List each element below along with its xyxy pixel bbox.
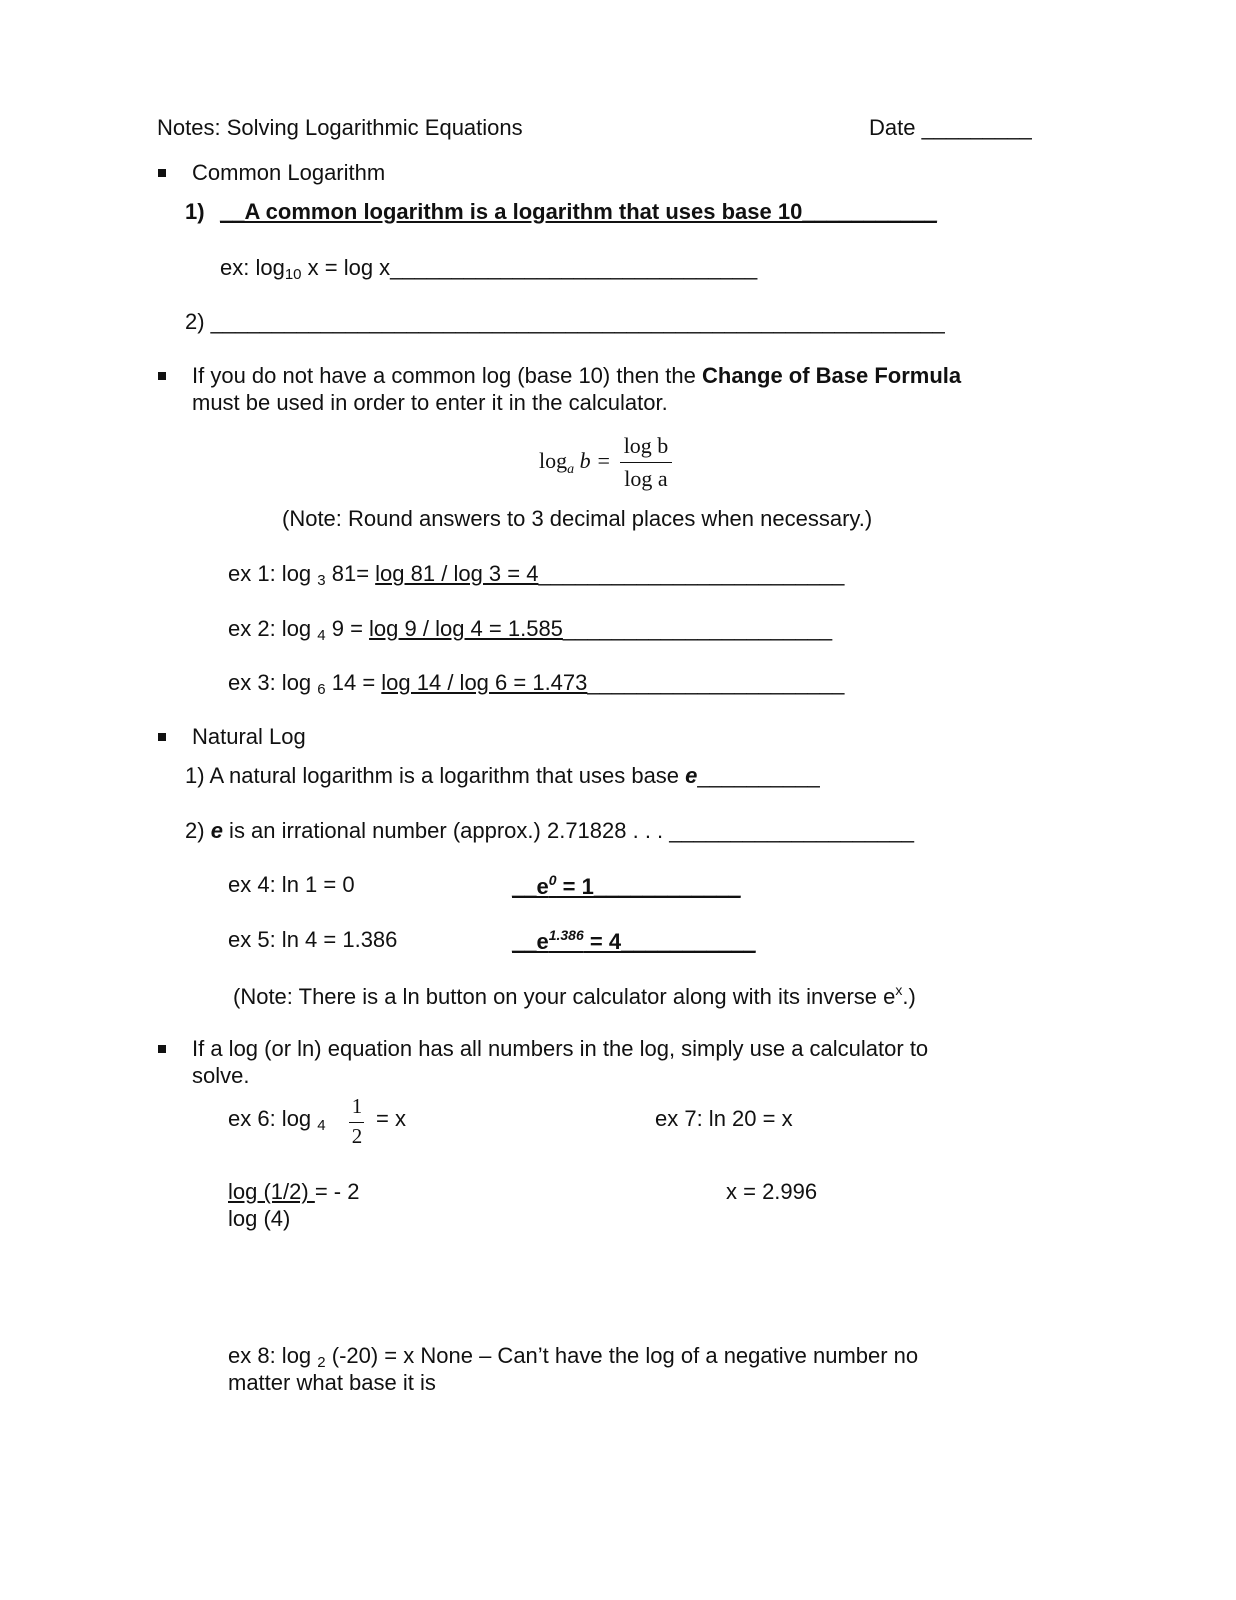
date-label: Date _________ (869, 115, 1032, 140)
work-result: = - 2 (314, 1179, 360, 1204)
bullet-icon (158, 169, 166, 177)
bullet-icon (158, 1045, 166, 1053)
calculator-line2: solve. (192, 1063, 250, 1088)
ln-button-note (233, 982, 916, 1010)
bullet-icon (158, 372, 166, 380)
common-log-definition: __A common logarithm is a logarithm that uses base 10___________ (220, 199, 937, 224)
ex6-fraction-numerator: 1 (351, 1094, 363, 1118)
example-blank: _____________________ (587, 670, 845, 695)
line-blank: __________ (697, 763, 820, 788)
example-label: ex 3: log (228, 670, 318, 695)
common-log-example (220, 255, 757, 284)
example-base: 3 (317, 572, 326, 589)
example-7: ex 7: ln 20 = x (655, 1106, 793, 1131)
example-answer: log 14 / log 6 = 1.473 (381, 670, 588, 695)
line-text: 1) A natural logarithm is a logarithm that uses base (185, 763, 686, 788)
example-after: 9 = (325, 616, 370, 641)
rounding-note: (Note: Round answers to 3 decimal places when necessary.) (282, 506, 873, 531)
note-end: .) (902, 984, 916, 1009)
e-irrational (185, 818, 914, 844)
answer-pre: __e (512, 929, 549, 954)
example-6-work-denominator: log (4) (228, 1206, 291, 1231)
example-6-work (228, 1179, 359, 1205)
formula-denominator: log a (624, 466, 668, 491)
example-4-answer (512, 872, 741, 900)
formula-base: a (567, 462, 575, 477)
answer-exponent: 0 (548, 872, 557, 888)
note-text: (Note: There is a ln button on your calculator along with its inverse e (233, 984, 896, 1009)
formula-numerator: log b (623, 433, 669, 458)
example-row (228, 616, 832, 645)
example-subscript: 10 (284, 266, 302, 283)
example-base: 4 (317, 1117, 326, 1134)
blank-item-2: 2) ____________________________________________________________ (185, 309, 945, 334)
example-answer: log 81 / log 3 = 4 (375, 561, 539, 586)
bullet-icon (158, 733, 166, 741)
section-heading-natural-log: Natural Log (192, 724, 306, 749)
answer-post: = 4___________ (583, 929, 756, 954)
example-after: 14 = (325, 670, 382, 695)
example-prefix: ex: log (220, 255, 285, 280)
change-of-base-line1 (192, 363, 961, 389)
page-title: Notes: Solving Logarithmic Equations (157, 115, 523, 140)
example-base: 2 (317, 1354, 326, 1371)
example-label: ex 1: log (228, 561, 318, 586)
example-row (228, 561, 844, 590)
example-after: 81= (325, 561, 376, 586)
example-4: ex 4: ln 1 = 0 (228, 872, 355, 897)
example-row (228, 670, 844, 699)
change-of-base-line2: must be used in order to enter it in the calculator. (192, 390, 668, 415)
example-answer: log 9 / log 4 = 1.585 (369, 616, 563, 641)
answer-exponent: 1.386 (548, 927, 584, 943)
section-heading-common-log: Common Logarithm (192, 160, 386, 185)
ex6-fraction-denominator: 2 (351, 1124, 363, 1148)
item-number: 1) (185, 199, 205, 224)
formula-log: log (539, 448, 568, 473)
answer-pre: __e (512, 874, 549, 899)
example-5: ex 5: ln 4 = 1.386 (228, 927, 398, 952)
example-6-equals: = x (376, 1106, 406, 1131)
e-symbol: e (685, 763, 698, 788)
natural-log-definition (185, 763, 820, 789)
example-label: ex 8: log (228, 1343, 318, 1368)
example-8-line2: matter what base it is (228, 1370, 436, 1395)
fraction-bar (620, 462, 672, 463)
example-5-answer (512, 927, 756, 955)
note-exponent: x (895, 982, 903, 998)
fraction-bar (349, 1122, 364, 1123)
answer-post: = 1____________ (556, 874, 741, 899)
work-numerator: log (1/2) (228, 1179, 315, 1204)
line-text: is an irrational number (approx.) 2.71828 . . . ____________________ (222, 818, 914, 843)
example-rest: x = log x______________________________ (301, 255, 758, 280)
item-number: 2) (185, 818, 211, 843)
formula-lhs (539, 448, 611, 479)
example-base: 6 (317, 681, 326, 698)
example-label: ex 2: log (228, 616, 318, 641)
formula-name: Change of Base Formula (702, 363, 962, 388)
example-text: (-20) = x None – Can’t have the log of a negative number no (325, 1343, 919, 1368)
example-7-answer: x = 2.996 (726, 1179, 818, 1204)
example-6 (228, 1106, 326, 1135)
calculator-line1: If a log (or ln) equation has all numbers in the log, simply use a calculator to (192, 1036, 929, 1061)
example-blank: ______________________ (562, 616, 833, 641)
e-symbol: e (210, 818, 223, 843)
example-blank: _________________________ (538, 561, 845, 586)
example-label: ex 6: log (228, 1106, 318, 1131)
line-text: If you do not have a common log (base 10) then the (192, 363, 702, 388)
example-8-line1 (228, 1343, 918, 1372)
example-base: 4 (317, 627, 326, 644)
formula-b: b = (574, 448, 611, 473)
